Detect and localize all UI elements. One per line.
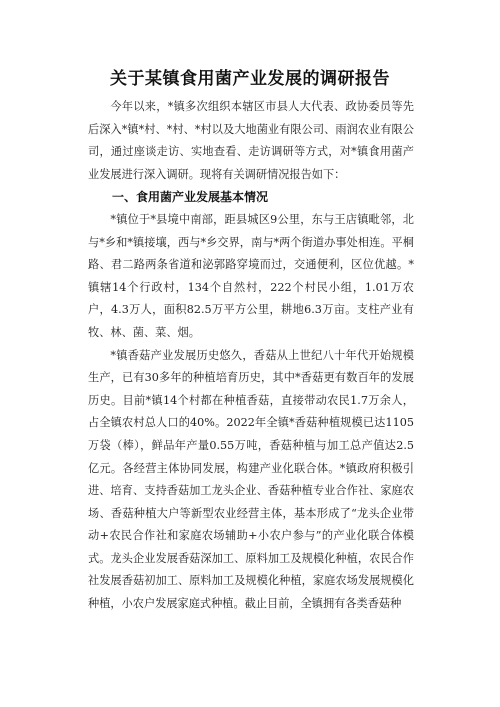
document-body [88, 96, 414, 616]
paragraph: *镇香菇产业发展历史悠久，香菇从上世纪八十年代开始规模生产，已有30多年的种植培育历史，其中*香菇更有数百年的发展历史。目前*镇14个村都在种植香菇，直接带动农民1.7万余人，占全镇农村总人口的40%。2022年全镇*香菇种植规模已达1105万袋（棒），鲜品年产量0.55万吨，香菇种植与加工总产值达2.5亿元。各经营主体协同发展，构建产业化联合体。*镇政府积极引进、培育、支持香菇加工龙头企业、香菇种植专业合作社、家庭农场、香菇种植大户等新型农业经营主体，基本形成了“龙头企业带动+农民合作社和家庭农场辅助+小农户参与”的产业化联合体模式。龙头企业发展香菇深加工、原料加工及规模化种植，农民合作社发展香菇初加工、原料加工及规模化种植，家庭农场发展规模化种植，小农户发展家庭式种植。截止目前，全镇拥有各类香菇种 [88, 348, 414, 611]
paragraph: *镇位于*县境中南部，距县城区9公里，东与王店镇毗邻，北与*乡和*镇接壤，西与*乡交界，南与*两个街道办事处相连。平桐路、君二路两条省道和泌郭路穿境而过，交通便利，区位优越。*镇辖14个行政村，134个自然村，222个村民小组，1.01万农户，4.3万人，面积82.5万平方公里，耕地6.3万亩。支柱产业有牧、林、菌、菜、烟。 [88, 212, 414, 339]
document-title: 关于某镇食用菌产业发展的调研报告 [110, 69, 390, 89]
section-heading: 一、食用菌产业发展基本情况 [112, 190, 269, 205]
intro-paragraph: 今年以来，*镇多次组织本辖区市县人大代表、政协委员等先后深入*镇*村、*村、*村以及大地菌业有限公司、雨润农业有限公司，通过座谈走访、实地查看、走访调研等方式，对*镇食用菌产业发展进行深入调研。现将有关调研情况报告如下： [88, 100, 414, 181]
